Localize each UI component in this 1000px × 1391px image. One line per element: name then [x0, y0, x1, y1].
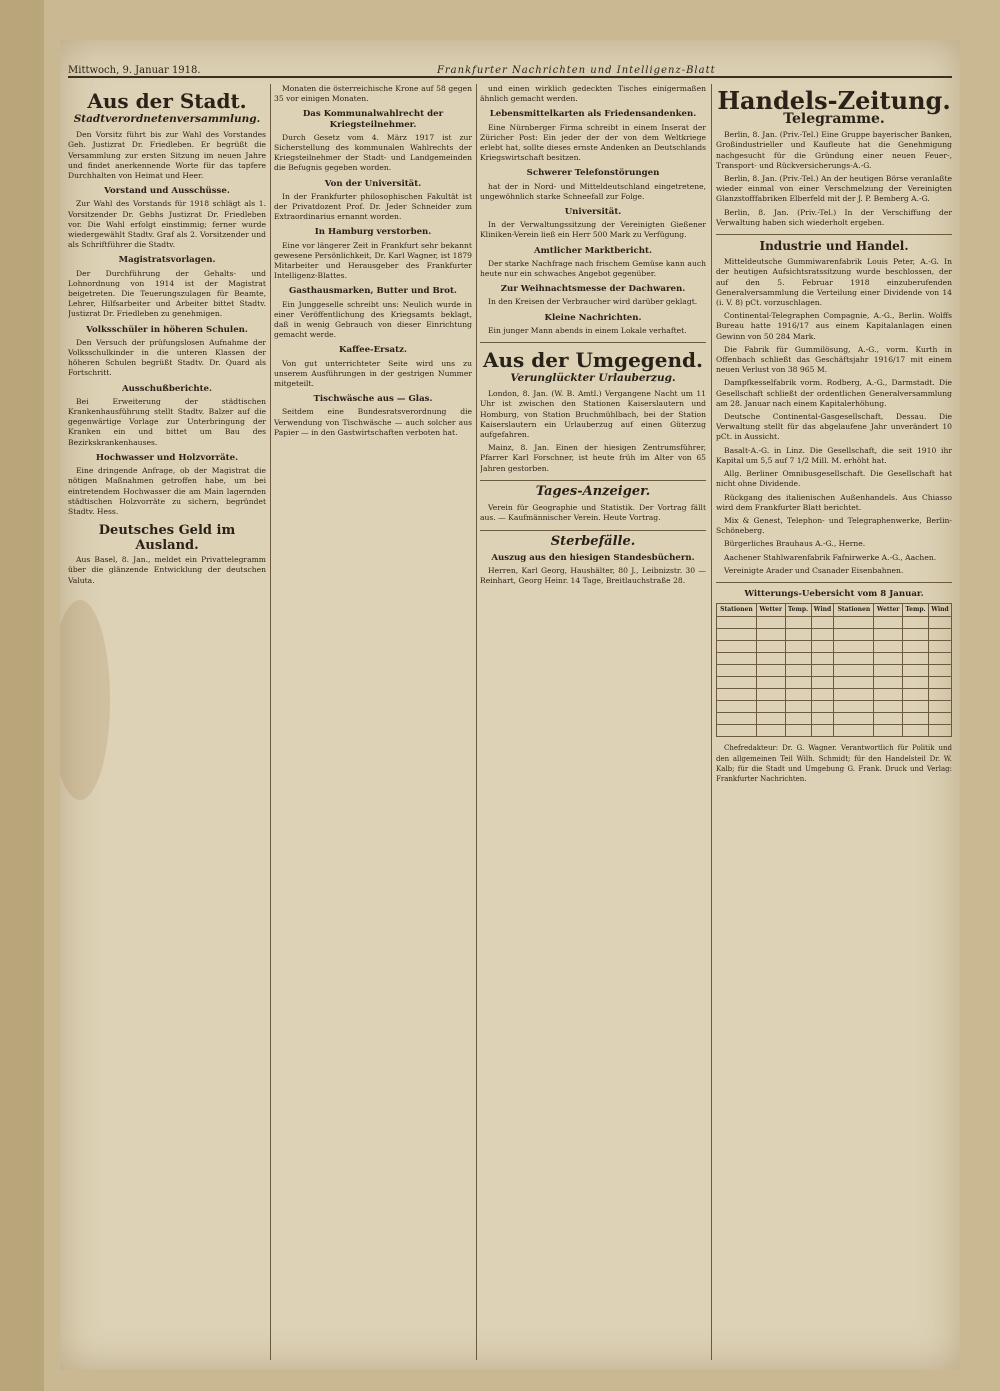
- article-intro: Monaten die österreichische Krone auf 58 gegen 35 vor einigen Monaten.: [274, 84, 472, 104]
- weather-cell: [834, 689, 874, 701]
- weather-cell: [785, 701, 811, 713]
- weather-cell: [717, 629, 757, 641]
- weather-cell: [902, 725, 928, 737]
- weather-cell: [785, 725, 811, 737]
- weather-cell: [785, 629, 811, 641]
- headline-handels-zeitung: Handels-Zeitung.: [717, 86, 951, 115]
- weather-cell: [717, 665, 757, 677]
- weather-cell: [902, 677, 928, 689]
- weather-cell: [785, 689, 811, 701]
- weather-cell: [874, 725, 903, 737]
- weather-cell: [756, 713, 785, 725]
- business-item: Rückgang des italienischen Außenhandels. Aus Chiasso wird dem Frankfurter Blatt berichtet.: [716, 492, 952, 512]
- section-kommunalwahlrecht: [274, 109, 472, 173]
- article-intro: Den Vorsitz führt bis zur Wahl des Vorstandes Geh. Justizrat Dr. Friedleben. Er begrüßt die Versammlung zur ersten Sitzung im neuen Jahre und findet anerkennende Worte für das tapfere Durchhalten von Heimat und Heer.: [68, 130, 266, 181]
- subhead-standesbuecher: Auszug aus den hiesigen Standesbüchern.: [491, 552, 695, 563]
- section-marktbericht: [480, 246, 706, 280]
- section-magistrat: [68, 255, 266, 319]
- section-text: Von gut unterrichteter Seite wird uns zu unserem Ausführungen in der gestrigen Nummer mitgeteilt.: [274, 358, 472, 389]
- section-text: Seitdem eine Bundesratsverordnung die Verwendung von Tischwäsche — auch solcher aus Papier — in den Gastwirtschaften verboten hat.: [274, 407, 472, 437]
- business-item: Mix & Genest, Telephon- und Telegraphenwerke, Berlin-Schöneberg.: [716, 515, 952, 536]
- column-divider: [270, 84, 271, 1360]
- weather-cell: [811, 701, 834, 713]
- weather-cell: [874, 653, 903, 665]
- section-volksschueler: [68, 325, 266, 379]
- weather-cell: [785, 713, 811, 725]
- weather-cell: [929, 653, 952, 665]
- weather-cell: [834, 629, 874, 641]
- business-item: Aachener Stahlwarenfabrik Fafnirwerke A.-G., Aachen.: [724, 552, 937, 562]
- weather-cell: [929, 725, 952, 737]
- weather-cell: [756, 653, 785, 665]
- headline-deutsches-geld: Deutsches Geld im Ausland.: [98, 523, 236, 554]
- weather-cell: [834, 701, 874, 713]
- headline-sterbefaelle: Sterbefälle.: [550, 533, 636, 549]
- section-separator: [716, 582, 952, 583]
- weather-header-row: [717, 604, 952, 617]
- section-telefonstoerungen: [480, 168, 706, 202]
- weather-cell: [902, 653, 928, 665]
- weather-row: [717, 653, 952, 665]
- weather-cell: [874, 689, 903, 701]
- section-text: Zur Wahl des Vorstands für 1918 schlägt als 1. Vorsitzender Dr. Gebhs Justizrat Dr. Friedleben vor. Die Wahl erfolgt einstimmig; ferner wurde wiedergewählt Stadtv. Graf als 2. Vorsitzender und als Schriftführer die Stadtv.: [68, 199, 266, 250]
- section-title: Lebensmittelkarten als Friedensandenken.: [489, 109, 697, 120]
- weather-cell: [717, 689, 757, 701]
- weather-cell: [785, 617, 811, 629]
- telegram-item: Berlin, 8. Jan. (Priv.-Tel.) Eine Gruppe bayerischer Banken, Großindustrieller und Kaufleute hat die Genehmigung nachgesucht für die Gründung einer neuen Feuer-, Transport- und Rückversicherungs-A.-G.: [716, 130, 952, 170]
- section-text: Bei Erweiterung der städtischen Krankenhausführung stellt Stadtv. Balzer auf die gegenwärtige Vorlage zur Unterbringung der Kranken ein und bittet um Bau des Bezirkskrankenhauses.: [68, 396, 266, 447]
- weather-cell: [811, 641, 834, 653]
- weather-table: [716, 603, 952, 737]
- section-title: Von der Universität.: [324, 178, 422, 189]
- section-text: Den Versuch der prüfungslosen Aufnahme der Volksschulkinder in die unteren Klassen der höheren Schulen begrüßt Stadtv. Dr. Quard als Fortschritt.: [68, 337, 266, 378]
- section-tischwaesche: [274, 394, 472, 438]
- business-item: Continental-Telegraphen Compagnie, A.-G., Berlin. Wolffs Bureau hatte 1916/17 aus einem Kapitalanlagen einen Gewinn von 50 284 Mark.: [716, 311, 952, 341]
- section-text: Aus Basel, 8. Jan., meldet ein Privattelegramm über die glänzende Entwicklung der deutschen Valuta.: [68, 555, 266, 585]
- weather-cell: [874, 629, 903, 641]
- business-item: Bürgerliches Brauhaus A.-G., Herne.: [724, 539, 866, 549]
- section-title: Kleine Nachrichten.: [544, 312, 642, 323]
- column-vermischtes: [480, 84, 706, 1360]
- business-item: Allg. Berliner Omnibusgesellschaft. Die Gesellschaft hat nicht ohne Dividende.: [716, 469, 952, 489]
- weather-row: [717, 641, 952, 653]
- weather-cell: [929, 713, 952, 725]
- weather-table-body: [717, 617, 952, 737]
- weather-cell: [717, 677, 757, 689]
- weather-cell: [929, 701, 952, 713]
- section-text: Ein Junggeselle schreibt uns: Neulich wurde in einer Veröffentlichung des Kriegsamts beklagt, daß in wenig Gebrauch von dieser Einrichtung gemacht werde.: [274, 299, 472, 340]
- section-kaffee-ersatz: [274, 345, 472, 389]
- article-sterbefaelle: Herren, Karl Georg, Haushälter, 80 J., Leibnizstr. 30 — Reinhart, Georg Heinr. 14 Tage, Breitlauchstraße 28.: [480, 565, 706, 586]
- weather-cell: [902, 689, 928, 701]
- subhead-telegramme: Telegramme.: [783, 111, 885, 127]
- weather-cell: [785, 641, 811, 653]
- weather-header-cell: Stationen: [834, 604, 874, 617]
- headline-tages-anzeiger: Tages-Anzeiger.: [535, 483, 651, 499]
- section-universitaet-2: [480, 207, 706, 241]
- business-item: Mitteldeutsche Gummiwarenfabrik Louis Peter, A.-G. In der heutigen Aufsichtsratssitzung wurde beschlossen, der auf den 5. Februar 1918 einzuberufenden Generalversammlung die Verteilung einer Dividende von 14 (i. V. 8) pCt. vorzuschlagen.: [716, 257, 952, 308]
- section-title: Ausschußberichte.: [121, 383, 213, 394]
- weather-cell: [717, 713, 757, 725]
- section-gasthausmarken: [274, 286, 472, 340]
- weather-cell: [811, 677, 834, 689]
- weather-cell: [874, 665, 903, 677]
- weather-cell: [811, 617, 834, 629]
- section-title: Kaffee-Ersatz.: [339, 345, 407, 356]
- weather-row: [717, 677, 952, 689]
- column-handels-zeitung: [716, 84, 952, 1360]
- weather-cell: [811, 629, 834, 641]
- weather-row: [717, 665, 952, 677]
- weather-cell: [834, 725, 874, 737]
- weather-cell: [756, 617, 785, 629]
- weather-header-cell: Temp.: [785, 604, 811, 617]
- adjacent-page-edge: [0, 0, 44, 1391]
- weather-header-cell: Stationen: [717, 604, 757, 617]
- weather-cell: [717, 653, 757, 665]
- section-title: Das Kommunalwahlrecht der Kriegsteilnehmer.: [302, 109, 444, 130]
- weather-cell: [929, 641, 952, 653]
- weather-cell: [929, 665, 952, 677]
- weather-row: [717, 629, 952, 641]
- weather-cell: [834, 641, 874, 653]
- weather-cell: [717, 701, 757, 713]
- subhead-urlauberzug: Verunglückter Urlauberzug.: [510, 372, 676, 385]
- weather-cell: [902, 701, 928, 713]
- weather-row: [717, 689, 952, 701]
- weather-cell: [929, 677, 952, 689]
- telegram-item: Berlin, 8. Jan. (Priv.-Tel.) In der Verschiffung der Verwaltung haben sich wiederholt ergeben.: [716, 207, 952, 227]
- weather-cell: [785, 665, 811, 677]
- weather-cell: [834, 677, 874, 689]
- weather-title: Witterungs-Uebersicht vom 8 Januar.: [744, 588, 924, 599]
- section-text: In der Verwaltungssitzung der Vereinigten Gießener Kliniken-Verein ließ ein Herr 500 Mark zu Verfügung.: [480, 220, 706, 240]
- weather-cell: [929, 629, 952, 641]
- weather-cell: [785, 677, 811, 689]
- section-text: Der starke Nachfrage nach frischem Gemüse kann auch heute nur ein schwaches Angebot gegenüber.: [480, 258, 706, 279]
- weather-cell: [902, 665, 928, 677]
- headline-aus-der-stadt: Aus der Stadt.: [87, 89, 247, 113]
- section-separator: [480, 530, 706, 531]
- weather-header-cell: Temp.: [902, 604, 928, 617]
- weather-header-cell: Wetter: [756, 604, 785, 617]
- weather-cell: [902, 641, 928, 653]
- business-item: Die Fabrik für Gummilösung, A.-G., vorm. Kurth in Offenbach schließt das Geschäftsjahr 1916/17 mit einem neuen Verlust von 38 965 M.: [716, 344, 952, 375]
- weather-cell: [834, 653, 874, 665]
- weather-cell: [717, 641, 757, 653]
- weather-cell: [756, 689, 785, 701]
- section-text: Ein junger Mann abends in einem Lokale verhaftet.: [488, 325, 687, 335]
- section-title: Gasthausmarken, Butter und Brot.: [289, 286, 457, 297]
- section-hamburg: [274, 227, 472, 281]
- weather-cell: [756, 641, 785, 653]
- section-title: Universität.: [564, 207, 622, 218]
- weather-cell: [756, 725, 785, 737]
- section-text: Eine Nürnberger Firma schreibt in einem Inserat der Züricher Post: Ein jeder der der von dem Weltkriege erlebt hat, sollte dieses ernste Andenken an Deutschlands Kriegswirtschaft besitzen.: [480, 122, 706, 163]
- section-title: Hochwasser und Holzvorräte.: [95, 452, 239, 463]
- section-title: Tischwäsche aus — Glas.: [313, 394, 433, 405]
- section-title: Vorstand und Ausschüsse.: [104, 186, 230, 197]
- weather-cell: [902, 713, 928, 725]
- weather-cell: [929, 689, 952, 701]
- weather-cell: [929, 617, 952, 629]
- weather-cell: [811, 653, 834, 665]
- weather-header-cell: Wetter: [874, 604, 903, 617]
- weather-cell: [874, 641, 903, 653]
- article-urlauberzug: London, 8. Jan. (W. B. Amtl.) Vergangene Nacht um 11 Uhr ist zwischen den Stationen Kaiserslautern und Homburg, von Station Bruchmühlbach, bei der Station Kaiserslautern ein Urlauberzug auf einen Güterzug aufgefahren.: [480, 389, 706, 440]
- business-item: Dampfkesselfabrik vorm. Rodberg, A.-G., Darmstadt. Die Gesellschaft schließt der ordentlichen Generalversammlung am 28. Januar nach einem Kapitalerhöhung.: [716, 378, 952, 408]
- section-title: Amtlicher Marktbericht.: [534, 245, 652, 256]
- header-date: Mittwoch, 9. Januar 1918.: [68, 65, 201, 76]
- column-divider: [476, 84, 477, 1360]
- weather-cell: [756, 629, 785, 641]
- section-text: Eine dringende Anfrage, ob der Magistrat die nötigen Maßnahmen getroffen habe, um bei eintretendem Hochwasser die am Main lagernden städtischen Holzvorräte zu sichern, begründet Stadtv. Hess.: [68, 466, 266, 516]
- section-text: Eine vor längerer Zeit in Frankfurt sehr bekannt gewesene Persönlichkeit, Dr. Karl Wagner, ist 1879 Mitarbeiter und Herausgeber des Frankfurter Intelligenz-Blattes.: [274, 240, 472, 281]
- weather-cell: [874, 677, 903, 689]
- imprint-footer: Chefredakteur: Dr. G. Wagner. Verantwortlich für Politik und den allgemeinen Teil Wilh. Schmidt; für den Handelsteil Dr. W. Kalb; für die Stadt und Umgebung G. Frank. Druck und Verlag: Frankfurter Nachrichten.: [716, 744, 952, 783]
- weather-row: [717, 725, 952, 737]
- column-lokales: [274, 84, 472, 1360]
- section-hochwasser: [68, 453, 266, 517]
- section-separator: [716, 234, 952, 235]
- section-title: Volksschüler in höheren Schulen.: [86, 324, 248, 335]
- article-mainz: Mainz, 8. Jan. Einen der hiesigen Zentrumsführer, Pfarrer Karl Forschner, ist heute früh im Alter von 65 Jahren gestorben.: [480, 443, 706, 473]
- section-lebensmittelkarten: [480, 109, 706, 163]
- weather-cell: [756, 677, 785, 689]
- section-title: Magistratsvorlagen.: [118, 255, 216, 266]
- weather-cell: [717, 617, 757, 629]
- weather-cell: [834, 713, 874, 725]
- weather-row: [717, 701, 952, 713]
- section-universitaet: [274, 179, 472, 223]
- weather-row: [717, 713, 952, 725]
- business-item: Basalt-A.-G. in Linz. Die Gesellschaft, die seit 1910 ihr Kapital um 5,5 auf 7 1/2 Mill. M. erhöht hat.: [716, 445, 952, 465]
- section-title: In Hamburg verstorben.: [314, 227, 432, 238]
- subhead-stadtverordneten: Stadtverordnetenversammlung.: [73, 113, 261, 125]
- weather-cell: [874, 701, 903, 713]
- weather-cell: [874, 617, 903, 629]
- weather-header-cell: Wind: [811, 604, 834, 617]
- newspaper-page: [60, 40, 960, 1370]
- article-tages-anzeiger: Verein für Geographie und Statistik. Der Vortrag fällt aus. — Kaufmännischer Verein. Heute Vortrag.: [480, 503, 706, 523]
- article-intro: und einen wirklich gedeckten Tisches einigermaßen ähnlich gemacht werden.: [480, 84, 706, 104]
- weather-cell: [785, 653, 811, 665]
- telegram-item: Berlin, 8. Jan. (Priv.-Tel.) An der heutigen Börse veranlaßte wieder einmal von einer Verschmelzung der Vereinigten Glanzstofffabriken Elberfeld mit der J. P. Bemberg A.-G.: [716, 174, 952, 204]
- weather-cell: [834, 617, 874, 629]
- weather-cell: [874, 713, 903, 725]
- section-ausschuss: [68, 384, 266, 448]
- section-separator: [480, 342, 706, 343]
- section-title: Schwerer Telefonstörungen: [526, 168, 660, 179]
- column-divider: [711, 84, 712, 1360]
- weather-cell: [811, 689, 834, 701]
- weather-cell: [902, 617, 928, 629]
- section-separator: [480, 480, 706, 481]
- section-text: Der Durchführung der Gehalts- und Lohnordnung von 1914 ist der Magistrat beigetreten. Die Teuerungszulagen für Beamte, Lehrer, Hilfsarbeiter und Arbeiter bittet Stadtv. Justizrat Dr. Friedleben zu genehmigen.: [68, 268, 266, 319]
- section-kleine-nachrichten: [480, 313, 706, 336]
- section-text: Durch Gesetz vom 4. März 1917 ist zur Sicherstellung des kommunalen Wahlrechts der Kriegsteilnehmer der Stadt- und Landgemeinden die Befugnis gegeben worden.: [274, 132, 472, 173]
- business-item: Deutsche Continental-Gasgesellschaft, Dessau. Die Verwaltung stellt für das abgelaufene Jahr unverändert 10 pCt. in Aussicht.: [716, 412, 952, 442]
- page-header: [68, 58, 952, 78]
- weather-cell: [834, 665, 874, 677]
- weather-row: [717, 617, 952, 629]
- section-dachwaren: [480, 284, 706, 307]
- section-title: Zur Weihnachtsmesse der Dachwaren.: [500, 284, 686, 295]
- headline-industrie-handel: Industrie und Handel.: [759, 239, 909, 254]
- section-vorstand: [68, 186, 266, 250]
- section-text: hat der in Nord- und Mitteldeutschland eingetretene, ungewöhnlich starke Schneefall zur Folge.: [480, 181, 706, 201]
- header-paper-title: Frankfurter Nachrichten und Intelligenz-Blatt: [436, 65, 716, 76]
- weather-cell: [902, 629, 928, 641]
- weather-cell: [756, 701, 785, 713]
- weather-header-cell: Wind: [929, 604, 952, 617]
- weather-cell: [811, 665, 834, 677]
- section-text: In den Kreisen der Verbraucher wird darüber geklagt.: [488, 297, 698, 307]
- weather-cell: [811, 725, 834, 737]
- weather-cell: [756, 665, 785, 677]
- column-stadt: [68, 84, 266, 1360]
- weather-cell: [717, 725, 757, 737]
- section-text: In der Frankfurter philosophischen Fakultät ist der Privatdozent Prof. Dr. Jeder Schneider zum Extraordinarius ernannt worden.: [274, 191, 472, 222]
- section-geld-ausland: [68, 523, 266, 586]
- business-item: Vereinigte Arader und Csanader Eisenbahnen.: [724, 565, 904, 575]
- headline-aus-der-umgegend: Aus der Umgegend.: [483, 348, 703, 373]
- weather-cell: [811, 713, 834, 725]
